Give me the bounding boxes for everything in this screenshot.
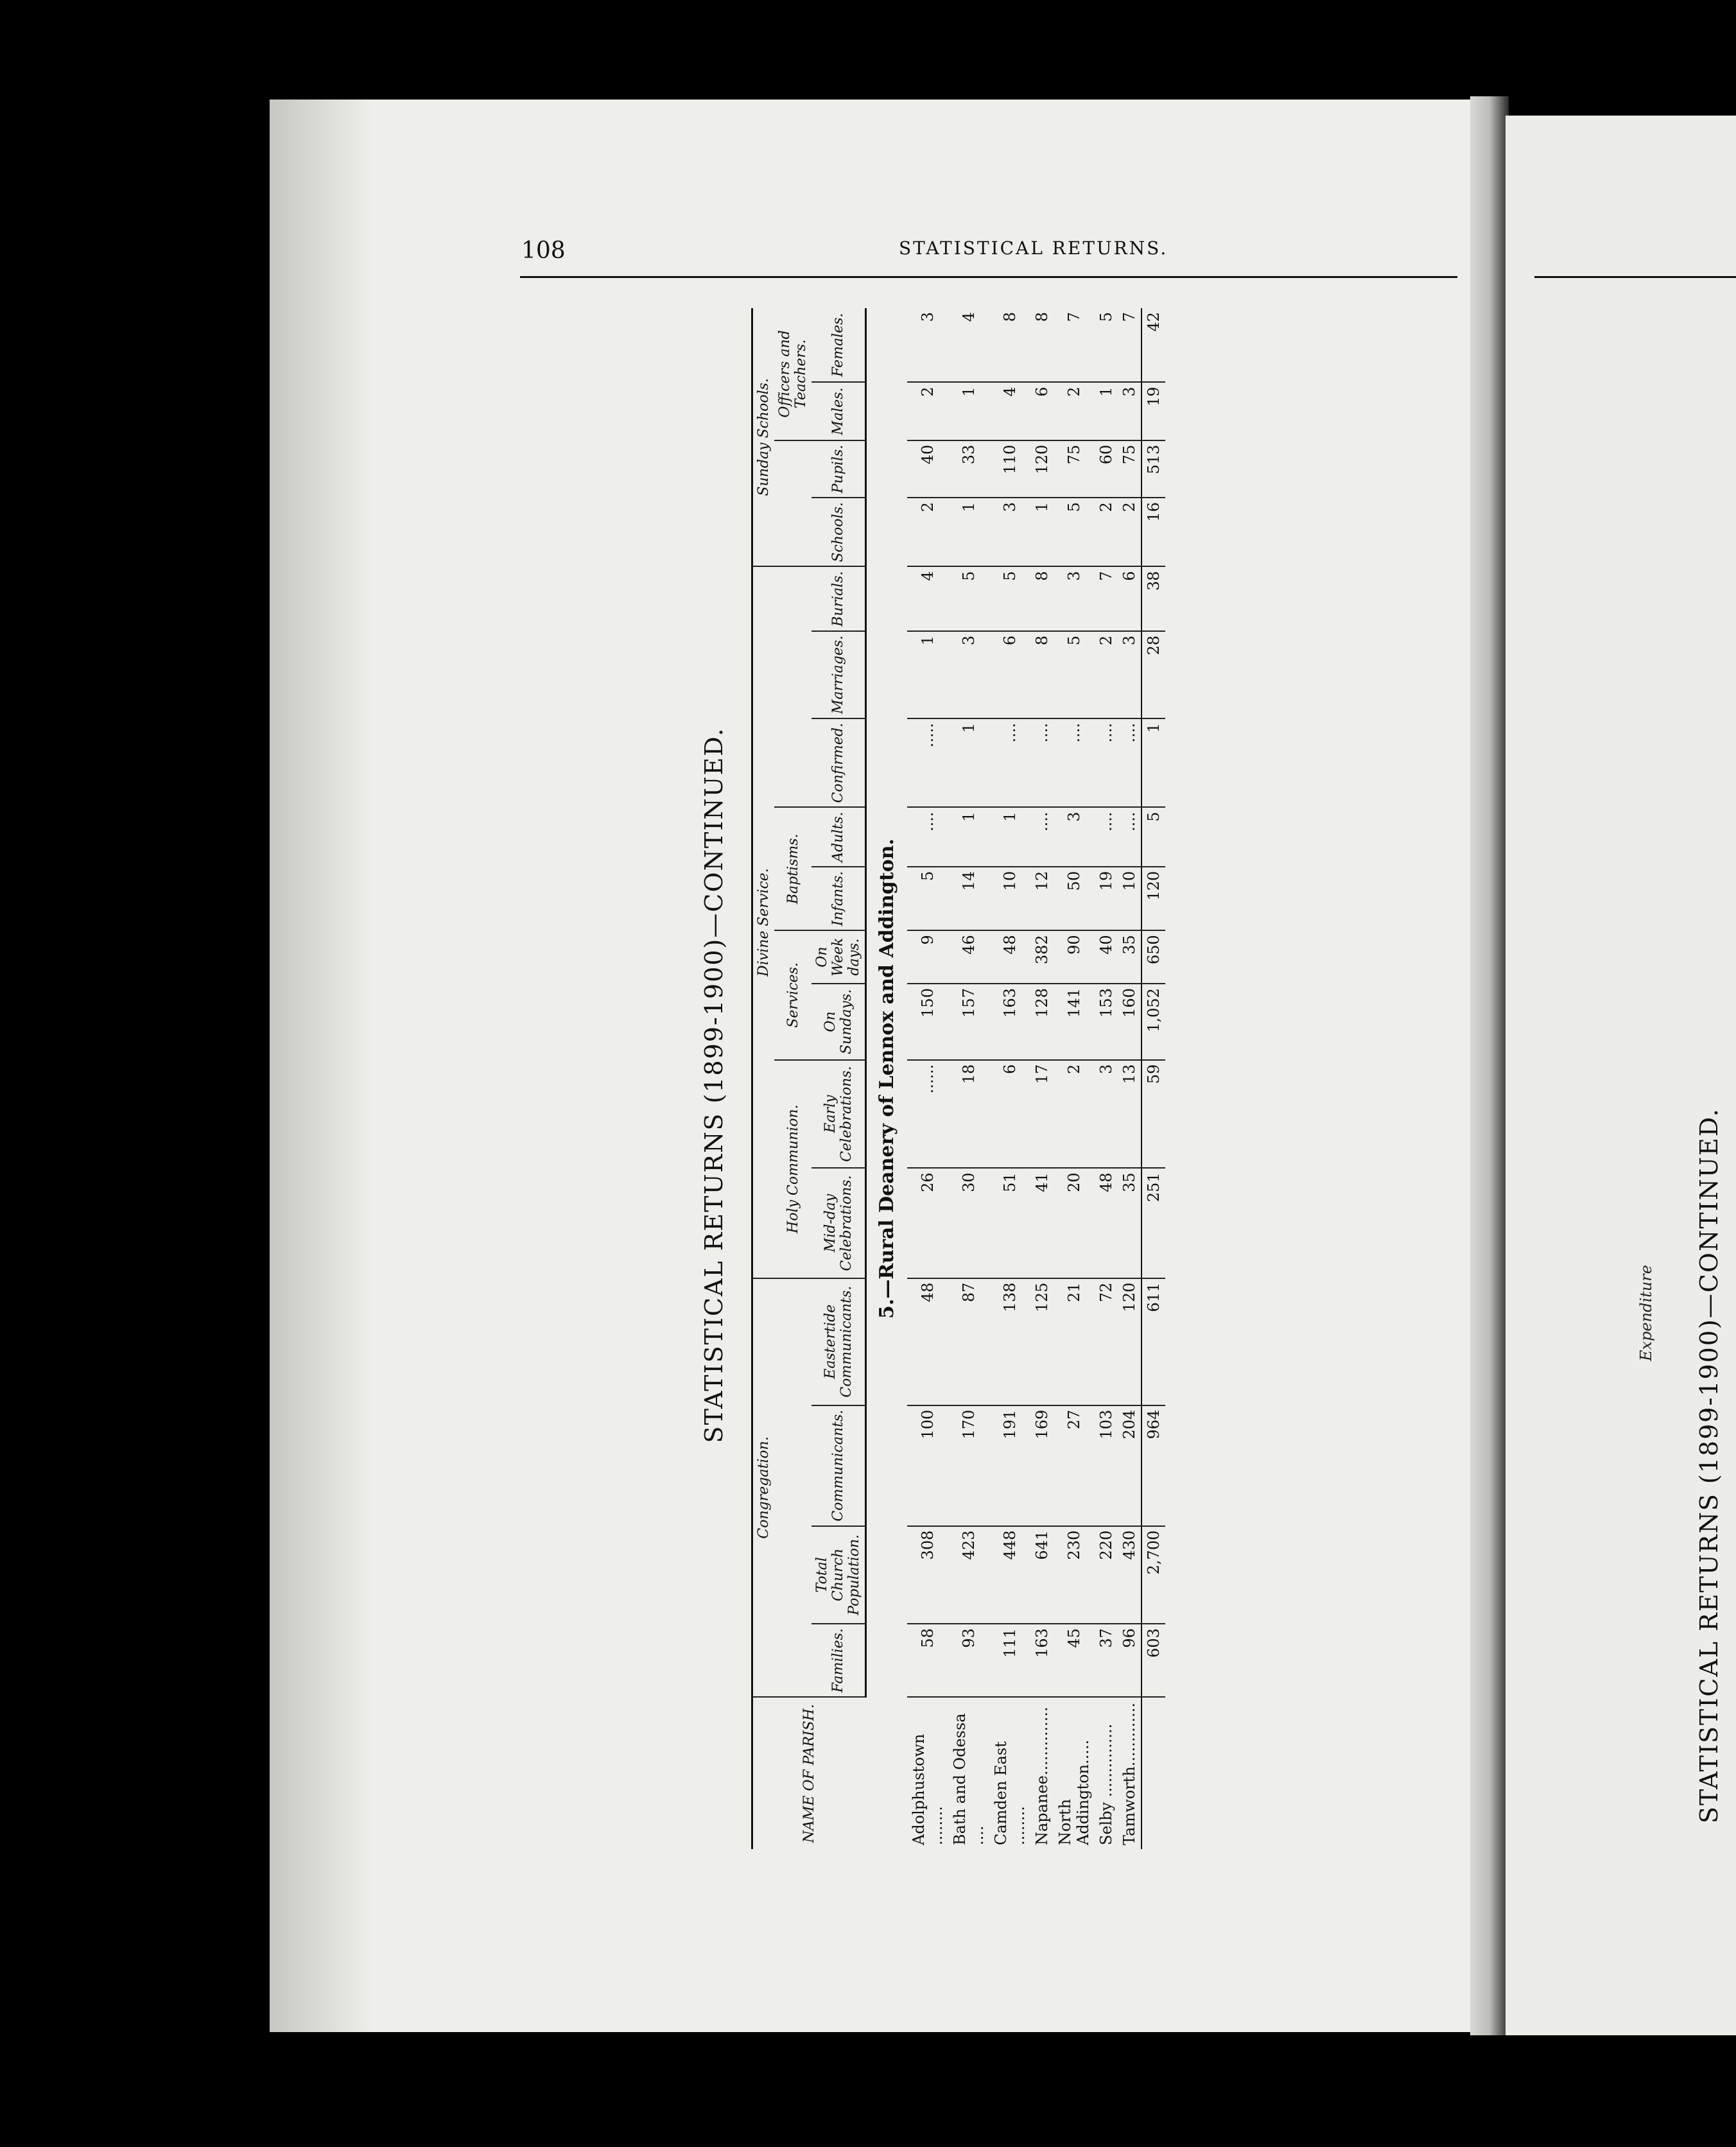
- col-header: Pupils.: [812, 440, 866, 498]
- parish-name: Bath and Odessa ....: [951, 1713, 987, 1845]
- table-cell: 48: [907, 1278, 948, 1405]
- subgroup-holy-communion: Holy Communion.: [774, 1060, 812, 1278]
- table-row: [1095, 308, 1118, 1849]
- table-cell: 20: [1054, 1168, 1095, 1278]
- total-cell: 251: [1141, 1168, 1165, 1278]
- table-cell: 100: [907, 1405, 948, 1526]
- table-cell: ....: [1095, 718, 1118, 807]
- table-cell: 40: [907, 440, 948, 498]
- col-header: Females.: [812, 308, 866, 382]
- table-cell: 2: [1095, 498, 1118, 566]
- table-cell: 169: [1030, 1405, 1054, 1526]
- table-title: STATISTICAL RETURNS (1899-1900)—CONTINUED.: [700, 727, 728, 1443]
- table-cell: 5: [1095, 308, 1118, 382]
- table-cell: 1: [948, 718, 989, 807]
- table-cell: 58: [907, 1624, 948, 1697]
- table-cell: 2: [1095, 631, 1118, 718]
- name-of-parish-header: NAME OF PARISH.: [752, 1697, 866, 1849]
- table-cell: ....: [1095, 807, 1118, 866]
- table-cell: ....: [907, 807, 948, 866]
- right-header-rule: [1534, 276, 1736, 278]
- table-cell: 430: [1118, 1526, 1141, 1624]
- total-cell: 1,052: [1141, 984, 1165, 1060]
- table-cell: ....: [1118, 807, 1141, 866]
- totals-row: [1141, 308, 1165, 1849]
- table-cell: 2: [907, 382, 948, 440]
- table-cell: 5: [907, 867, 948, 930]
- group-header-row: [752, 308, 775, 1849]
- table-cell: 7: [1054, 308, 1095, 382]
- deanery-heading: 5.—Rural Deanery of Lennox and Addington.: [876, 839, 898, 1319]
- table-cell: ....: [989, 718, 1030, 807]
- table-cell: 141: [1054, 984, 1095, 1060]
- total-cell: 513: [1141, 440, 1165, 498]
- table-row: [1118, 308, 1141, 1849]
- table-cell: 4: [948, 308, 989, 382]
- table-cell: 7: [1095, 567, 1118, 631]
- deanery-heading-row: [866, 308, 908, 1849]
- table-cell: 75: [1054, 440, 1095, 498]
- table-cell: 3: [907, 308, 948, 382]
- table-cell: 87: [948, 1278, 989, 1405]
- table-cell: 8: [1030, 631, 1054, 718]
- table-cell: 75: [1118, 440, 1141, 498]
- table-cell: 13: [1118, 1060, 1141, 1169]
- table-cell: 1: [948, 807, 989, 866]
- total-cell: 16: [1141, 498, 1165, 566]
- total-cell: 2,700: [1141, 1526, 1165, 1624]
- table-cell: 50: [1054, 867, 1095, 930]
- table-cell: 8: [1030, 567, 1054, 631]
- table-cell: 3: [948, 631, 989, 718]
- table-cell: 33: [948, 440, 989, 498]
- table-cell: ......: [907, 1060, 948, 1169]
- subgroup-baptisms: Baptisms.: [774, 807, 812, 930]
- table-cell: 90: [1054, 930, 1095, 984]
- table-cell: 30: [948, 1168, 989, 1278]
- table-cell: 3: [1054, 567, 1095, 631]
- table-cell: 120: [1118, 1278, 1141, 1405]
- table-cell: 382: [1030, 930, 1054, 984]
- parish-name: Adolphustown ........: [910, 1734, 946, 1845]
- subgroup-blank-3: [774, 440, 812, 567]
- column-header-row: [812, 308, 866, 1849]
- table-cell: 6: [989, 1060, 1030, 1169]
- table-cell: 1: [907, 631, 948, 718]
- table-cell: ....: [1030, 807, 1054, 866]
- col-header: Marriages.: [812, 631, 866, 718]
- table-cell: 6: [1118, 567, 1141, 631]
- table-cell: 41: [1030, 1168, 1054, 1278]
- table-cell: 641: [1030, 1526, 1054, 1624]
- right-page-fragment: Expenditure: [1637, 1265, 1655, 1361]
- table-cell: 5: [1054, 631, 1095, 718]
- table-cell: 48: [989, 930, 1030, 984]
- table-cell: 120: [1030, 440, 1054, 498]
- parish-name: Tamworth.............: [1120, 1703, 1138, 1845]
- table-cell: 2: [1118, 498, 1141, 566]
- table-cell: 14: [948, 867, 989, 930]
- total-cell: 120: [1141, 867, 1165, 930]
- table-cell: 204: [1118, 1405, 1141, 1526]
- table-cell: 1: [989, 807, 1030, 866]
- table-cell: 128: [1030, 984, 1054, 1060]
- table-cell: 10: [989, 867, 1030, 930]
- table-cell: 111: [989, 1624, 1030, 1697]
- group-congregation: Congregation.: [752, 1278, 775, 1698]
- table-cell: 6: [1030, 382, 1054, 440]
- total-cell: 28: [1141, 631, 1165, 718]
- col-header: Mid-day Celebrations.: [812, 1168, 866, 1278]
- table-cell: ....: [1030, 718, 1054, 807]
- total-cell: 59: [1141, 1060, 1165, 1169]
- table-cell: 60: [1095, 440, 1118, 498]
- table-cell: .....: [907, 718, 948, 807]
- table-cell: 2: [1054, 382, 1095, 440]
- table-cell: 220: [1095, 1526, 1118, 1624]
- total-cell: 1: [1141, 718, 1165, 807]
- table-cell: 48: [1095, 1168, 1118, 1278]
- table-cell: 45: [1054, 1624, 1095, 1697]
- table-cell: 163: [1030, 1624, 1054, 1697]
- table-cell: 5: [1054, 498, 1095, 566]
- table-row: [907, 308, 948, 1849]
- table-cell: 5: [989, 567, 1030, 631]
- col-header: On Sundays.: [812, 984, 866, 1060]
- table-cell: 3: [1054, 807, 1095, 866]
- total-cell: 5: [1141, 807, 1165, 866]
- right-page-title: STATISTICAL RETURNS (1899-1900)—CONTINUED.: [1695, 1108, 1723, 1823]
- col-header: Confirmed.: [812, 718, 866, 807]
- parish-name: Selby ...............: [1097, 1723, 1115, 1845]
- table-cell: 18: [948, 1060, 989, 1169]
- col-header: Infants.: [812, 867, 866, 930]
- subgroup-blank-2: [774, 567, 812, 808]
- table-cell: 1: [1030, 498, 1054, 566]
- col-header: Eastertide Communicants.: [812, 1278, 866, 1405]
- table-cell: 40: [1095, 930, 1118, 984]
- table-cell: 46: [948, 930, 989, 984]
- total-cell: 38: [1141, 567, 1165, 631]
- table-cell: ....: [1054, 718, 1095, 807]
- col-header: Males.: [812, 382, 866, 440]
- table-cell: 170: [948, 1405, 989, 1526]
- statistics-table: [751, 308, 1165, 1849]
- table-cell: 1: [1095, 382, 1118, 440]
- group-divine-service: Divine Service.: [752, 567, 775, 1278]
- table-cell: 72: [1095, 1278, 1118, 1405]
- col-header: Schools.: [812, 498, 866, 566]
- col-header: Communicants.: [812, 1405, 866, 1526]
- header-rule: [520, 276, 1457, 278]
- col-header: Early Celebrations.: [812, 1060, 866, 1169]
- table-cell: 51: [989, 1168, 1030, 1278]
- table-cell: 9: [907, 930, 948, 984]
- table-row: [1054, 308, 1095, 1849]
- rotated-table-block: [700, 295, 1290, 1875]
- table-cell: 26: [907, 1168, 948, 1278]
- table-cell: 6: [989, 631, 1030, 718]
- table-cell: 160: [1118, 984, 1141, 1060]
- table-cell: 12: [1030, 867, 1054, 930]
- table-row: [989, 308, 1030, 1849]
- table-cell: 5: [948, 567, 989, 631]
- running-head: STATISTICAL RETURNS.: [899, 238, 1168, 259]
- table-cell: 4: [907, 567, 948, 631]
- subgroup-header-row: [774, 308, 812, 1849]
- table-row: [948, 308, 989, 1849]
- table-cell: 21: [1054, 1278, 1095, 1405]
- subgroup-services: Services.: [774, 930, 812, 1059]
- table-cell: ....: [1118, 718, 1141, 807]
- parish-name: Camden East ........: [992, 1741, 1028, 1845]
- table-cell: 3: [1095, 1060, 1118, 1169]
- col-header: Burials.: [812, 567, 866, 631]
- group-sunday-schools: Sunday Schools.: [752, 308, 775, 567]
- table-cell: 150: [907, 984, 948, 1060]
- total-cell: 964: [1141, 1405, 1165, 1526]
- table-cell: 423: [948, 1526, 989, 1624]
- table-cell: 19: [1095, 867, 1118, 930]
- table-cell: 163: [989, 984, 1030, 1060]
- page-number: 108: [521, 238, 566, 264]
- page-edge: [1470, 96, 1509, 2035]
- table-cell: 110: [989, 440, 1030, 498]
- table-cell: 7: [1118, 308, 1141, 382]
- table-cell: 103: [1095, 1405, 1118, 1526]
- table-cell: 35: [1118, 1168, 1141, 1278]
- table-cell: 3: [1118, 382, 1141, 440]
- table-cell: 157: [948, 984, 989, 1060]
- table-cell: 1: [948, 382, 989, 440]
- table-cell: 125: [1030, 1278, 1054, 1405]
- table-cell: 35: [1118, 930, 1141, 984]
- col-header: Adults.: [812, 807, 866, 866]
- table-cell: 2: [1054, 1060, 1095, 1169]
- total-cell: 611: [1141, 1278, 1165, 1405]
- table-cell: 2: [907, 498, 948, 566]
- table-cell: 93: [948, 1624, 989, 1697]
- table-cell: 96: [1118, 1624, 1141, 1697]
- table-cell: 191: [989, 1405, 1030, 1526]
- table-cell: 138: [989, 1278, 1030, 1405]
- parish-name: Napanee..............: [1033, 1707, 1051, 1845]
- table-cell: 17: [1030, 1060, 1054, 1169]
- subgroup-blank: [774, 1278, 812, 1698]
- table-cell: 153: [1095, 984, 1118, 1060]
- table-cell: 8: [989, 308, 1030, 382]
- table-cell: 37: [1095, 1624, 1118, 1697]
- total-cell: 19: [1141, 382, 1165, 440]
- table-cell: 3: [1118, 631, 1141, 718]
- table-row: [1030, 308, 1054, 1849]
- table-cell: 1: [948, 498, 989, 566]
- table-cell: 8: [1030, 308, 1054, 382]
- table-cell: 448: [989, 1526, 1030, 1624]
- col-header: On Week days.: [812, 930, 866, 984]
- subgroup-officers-teachers: Officers and Teachers.: [774, 308, 812, 440]
- total-cell: 650: [1141, 930, 1165, 984]
- table-cell: 10: [1118, 867, 1141, 930]
- totals-label-blank: [1141, 1697, 1165, 1849]
- table-cell: 3: [989, 498, 1030, 566]
- table-cell: 230: [1054, 1526, 1095, 1624]
- table-cell: 27: [1054, 1405, 1095, 1526]
- total-cell: 603: [1141, 1624, 1165, 1697]
- gutter-shade: [270, 100, 372, 2032]
- parish-name: North Addington.....: [1056, 1739, 1092, 1845]
- col-header: Total Church Population.: [812, 1526, 866, 1624]
- total-cell: 42: [1141, 308, 1165, 382]
- col-header: Families.: [812, 1624, 866, 1697]
- table-cell: 308: [907, 1526, 948, 1624]
- table-cell: 4: [989, 382, 1030, 440]
